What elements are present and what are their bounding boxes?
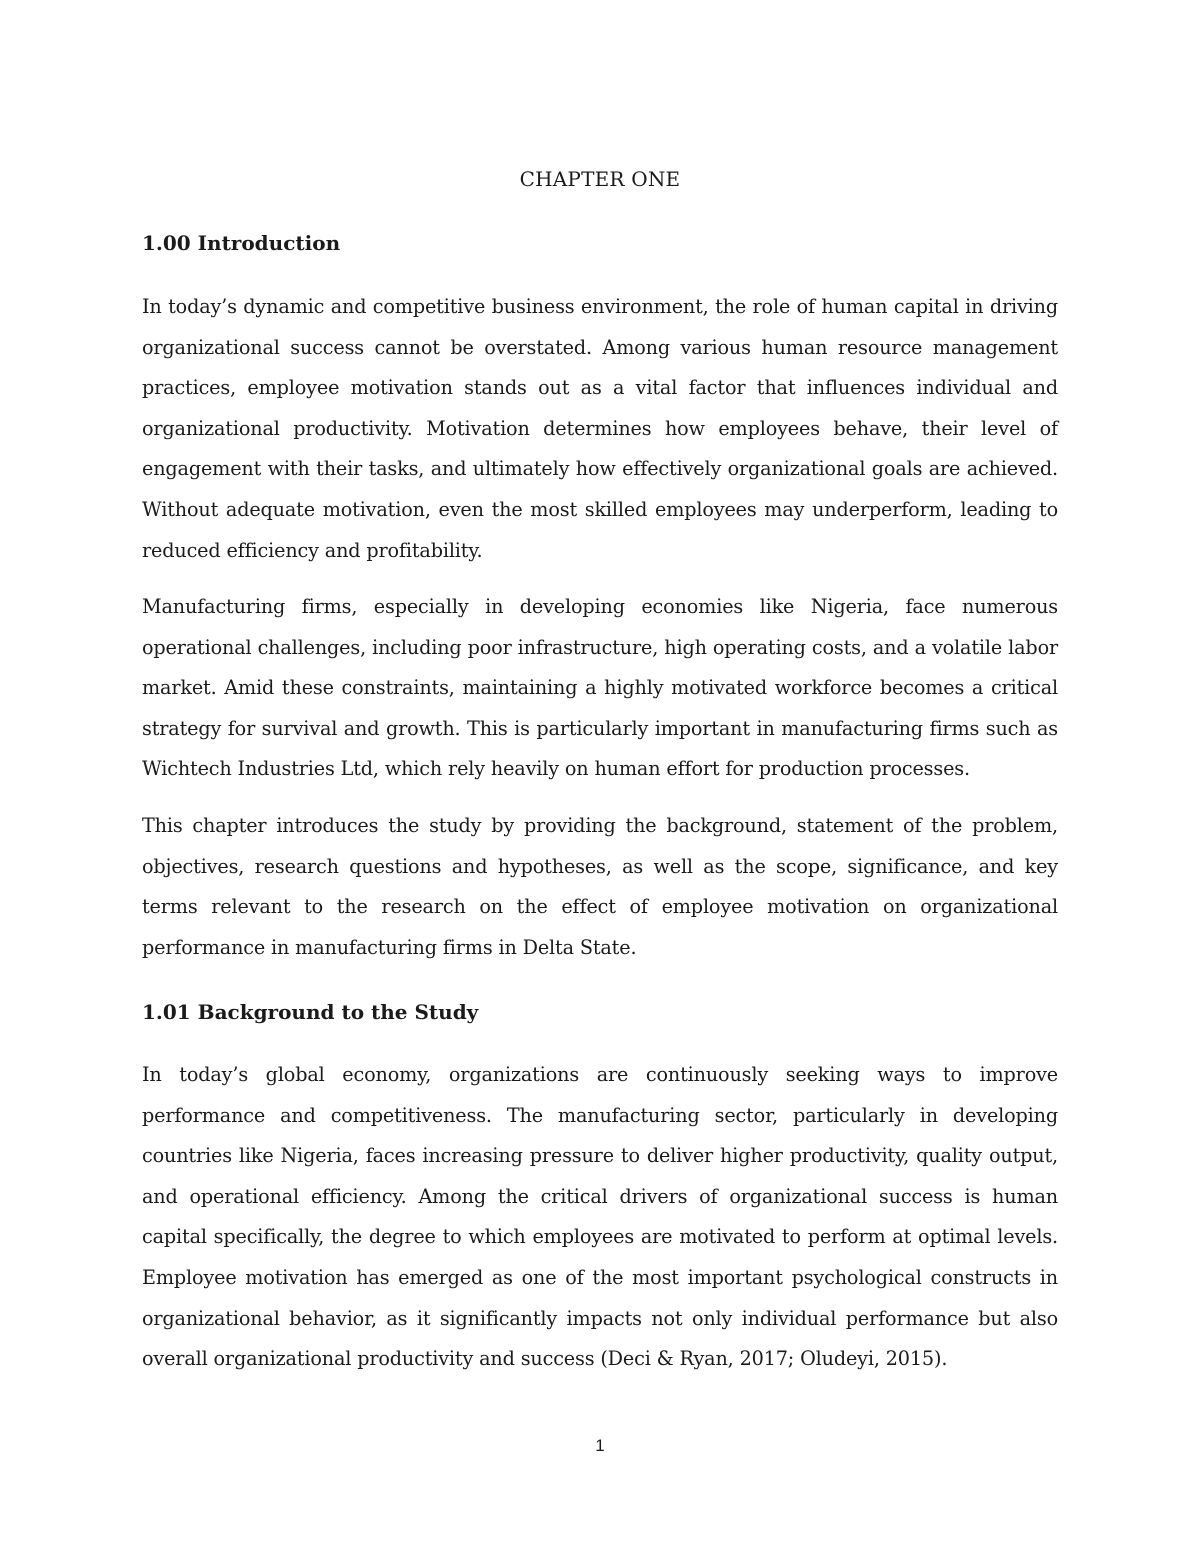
paragraph-intro-1: In today’s dynamic and competitive business environment, the role of human capital in driving organizational success cannot be overstated. Among various human resource management practices, employee motivation stands out as a vital factor that influences individual and organizational productivity. Motivation determines how employees behave, their level of engagement with their tasks, and ultimately how effectively organizational goals are achieved. Without adequate motivation, even the most skilled employees may underperform, leading to reduced efficiency and profitability. [142, 295, 1058, 562]
page-number: 1 [595, 1436, 605, 1455]
paragraph-intro-3: This chapter introduces the study by providing the background, statement of the problem, objectives, research questions and hypotheses, as well as the scope, significance, and key terms relevant to the research on the effect of employee motivation on organizational performance in manufacturing firms in Delta State. [142, 814, 1058, 959]
paragraph-background-1: In today’s global economy, organizations are continuously seeking ways to improve performance and competitiveness. The manufacturing sector, particularly in developing countries like Nigeria, faces increasing pressure to deliver higher productivity, quality output, and operational efficiency. Among the critical drivers of organizational success is human capital specifically, the degree to which employees are motivated to perform at optimal levels. Employee motivation has emerged as one of the most important psychological constructs in organizational behavior, as it significantly impacts not only individual performance but also overall organizational productivity and success (Deci & Ryan, 2017; Oludeyi, 2015). [142, 1063, 1058, 1371]
paragraph-intro-2: Manufacturing firms, especially in developing economies like Nigeria, face numerous operational challenges, including poor infrastructure, high operating costs, and a volatile labor market. Amid these constraints, maintaining a highly motivated workforce becomes a critical strategy for survival and growth. This is particularly important in manufacturing firms such as Wichtech Industries Ltd, which rely heavily on human effort for production processes. [142, 595, 1058, 781]
section-heading-background: 1.01 Background to the Study [142, 1000, 479, 1024]
chapter-title: CHAPTER ONE [519, 167, 681, 191]
section-heading-introduction: 1.00 Introduction [142, 231, 341, 255]
